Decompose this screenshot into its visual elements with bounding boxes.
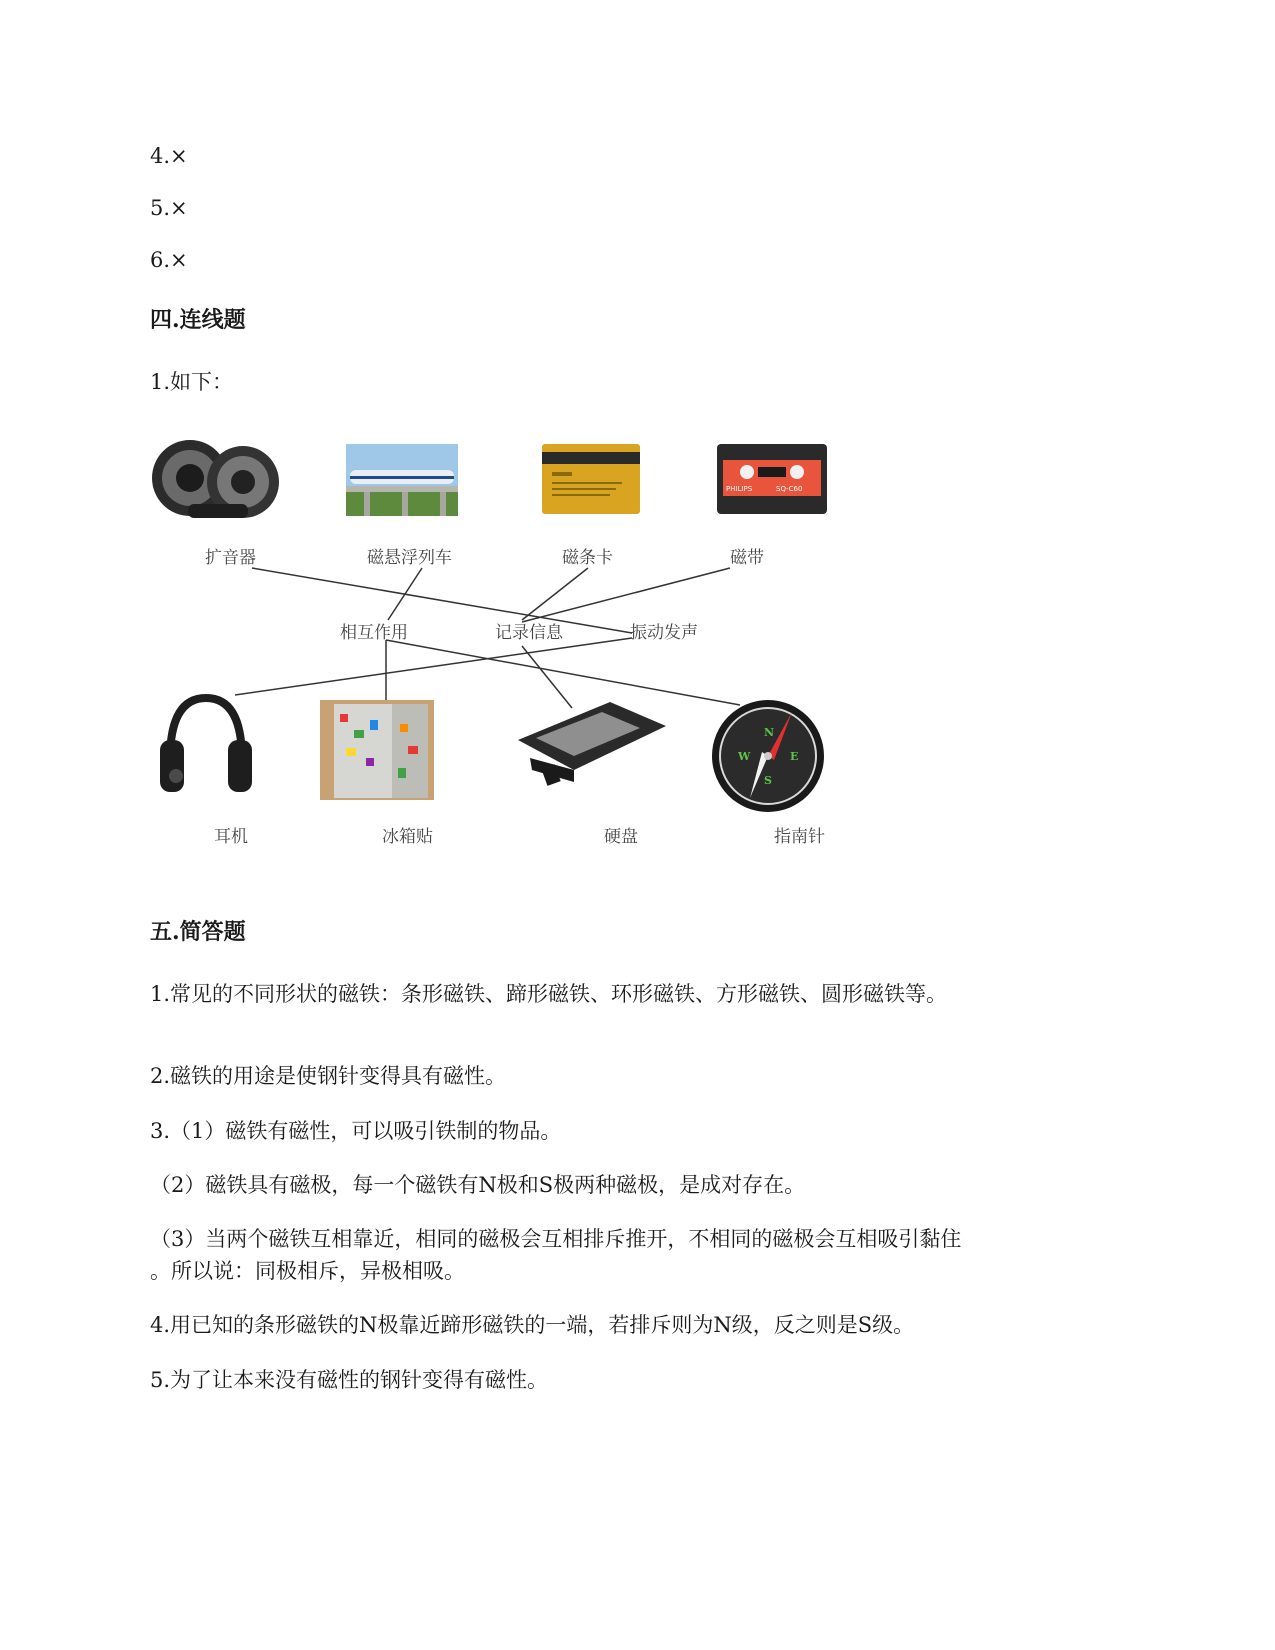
cassette-tape-image: [717, 444, 827, 514]
speaker-image: [152, 440, 279, 518]
label-magnetic-card: 磁条卡: [562, 548, 613, 568]
answer-5: 5.×: [150, 196, 188, 220]
fridge-magnets-image: [320, 700, 434, 800]
maglev-train-image: [346, 444, 458, 516]
label-hard-disk: 硬盘: [604, 827, 638, 847]
label-maglev-train: 磁悬浮列车: [367, 548, 452, 568]
short-answer-4: 4.用已知的条形磁铁的N极靠近蹄形磁铁的一端，若排斥则为N级，反之则是S级。: [150, 1313, 915, 1337]
short-answer-3-part-2: （2）磁铁具有磁极，每一个磁铁有N极和S极两种磁极，是成对存在。: [150, 1173, 806, 1197]
magnetic-card-image: [542, 444, 640, 514]
label-headphones: 耳机: [214, 827, 248, 847]
short-answer-3-part-3-cont: 。所以说：同极相斥，异极相吸。: [150, 1259, 465, 1283]
label-record-information: 记录信息: [495, 623, 563, 643]
label-fridge-magnet: 冰箱贴: [382, 827, 433, 847]
label-vibration-sound: 振动发声: [630, 623, 698, 643]
answer-4: 4.×: [150, 144, 188, 168]
svg-text:SQ-C60: SQ-C60: [776, 485, 803, 493]
section-4-question-1: 1.如下：: [150, 370, 234, 394]
section-5-heading: 五.简答题: [150, 919, 246, 945]
short-answer-3-part-3: （3）当两个磁铁互相靠近，相同的磁极会互相排斥推开，不相同的磁极会互相吸引黏住: [150, 1227, 962, 1251]
headphones-image: [160, 698, 252, 792]
compass-image: [712, 700, 824, 812]
svg-text:W: W: [738, 750, 751, 763]
answer-6: 6.×: [150, 248, 188, 272]
matching-diagram: [140, 440, 900, 900]
label-loudspeaker: 扩音器: [205, 548, 256, 568]
label-interaction: 相互作用: [340, 623, 408, 643]
short-answer-1: 1.常见的不同形状的磁铁：条形磁铁、蹄形磁铁、环形磁铁、方形磁铁、圆形磁铁等。: [150, 982, 948, 1006]
svg-text:N: N: [764, 726, 775, 739]
short-answer-3-part-1: 3.（1）磁铁有磁性，可以吸引铁制的物品。: [150, 1119, 562, 1143]
hard-disk-image: [518, 702, 666, 786]
section-4-heading: 四.连线题: [150, 307, 246, 333]
label-magnetic-tape: 磁带: [730, 548, 764, 568]
svg-text:PHILIPS: PHILIPS: [726, 485, 753, 493]
svg-text:E: E: [790, 750, 799, 763]
svg-text:S: S: [764, 774, 772, 787]
label-compass: 指南针: [774, 827, 825, 847]
short-answer-2: 2.磁铁的用途是使钢针变得具有磁性。: [150, 1064, 507, 1088]
short-answer-5: 5.为了让本来没有磁性的钢针变得有磁性。: [150, 1368, 549, 1392]
